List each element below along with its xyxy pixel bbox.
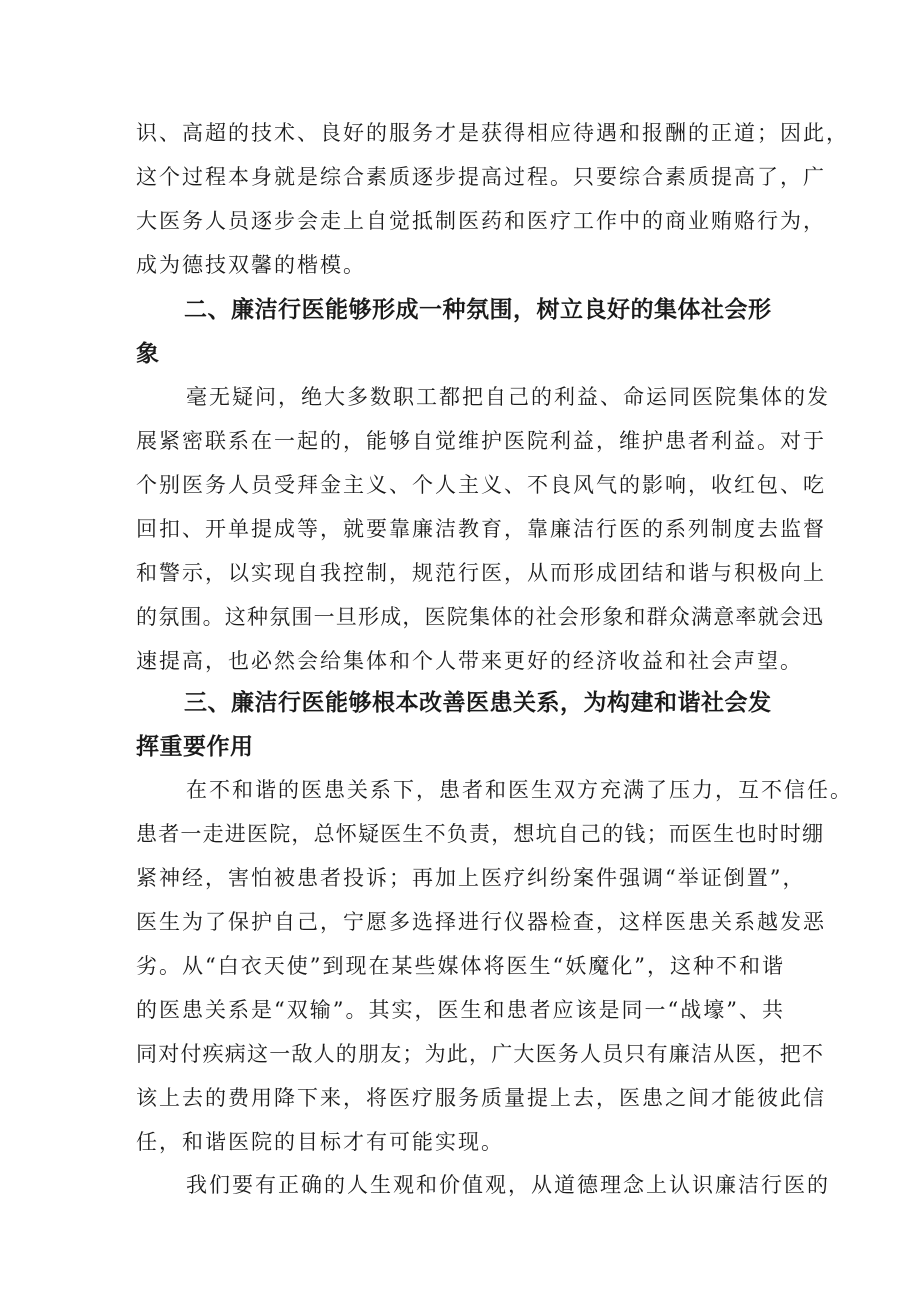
body-text-line: 成为德技双馨的楷模。 [136, 253, 366, 277]
section-heading: 挥重要作用 [136, 734, 254, 760]
section-heading: 象 [136, 341, 160, 367]
body-text-line: 展紧密联系在一起的，能够自觉维护医院利益，维护患者利益。对于 [136, 429, 826, 453]
body-text-line: 医生为了保护自己，宁愿多选择进行仪器检查，这样医患关系越发恶 [136, 910, 826, 934]
body-text-line: 回扣、开单提成等，就要靠廉洁教育，靠廉洁行医的系列制度去监督 [136, 517, 826, 541]
body-text-line: 我们要有正确的人生观和价值观，从道德理念上认识廉洁行医的 [186, 1173, 830, 1197]
body-text-line: 的氛围。这种氛围一旦形成，医院集体的社会形象和群众满意率就会迅 [136, 605, 825, 629]
body-text-line: 任，和谐医院的目标才有可能实现。 [136, 1130, 504, 1154]
body-text-line: 该上去的费用降下来，将医疗服务质量提上去，医患之间才能彼此信 [136, 1086, 826, 1110]
body-text-line: 紧神经，害怕被患者投诉；再加上医疗纠纷案件强调“举证倒置”， [136, 866, 806, 890]
body-text-line: 毫无疑问，绝大多数职工都把自己的利益、命运同医院集体的发 [186, 385, 830, 409]
body-text-line: 劣。从“白衣天使”到现在某些媒体将医生“妖魔化”，这种不和谐 [136, 954, 785, 978]
body-text-line: 患者一走进医院，总怀疑医生不负责，想坑自己的钱；而医生也时时绷 [136, 822, 825, 846]
body-text-line: 同对付疾病这一敌人的朋友；为此，广大医务人员只有廉洁从医，把不 [136, 1042, 825, 1066]
body-text-line: 个别医务人员受拜金主义、个人主义、不良风气的影响，收红包、吃 [136, 473, 826, 497]
body-text-line: 在不和谐的医患关系下，患者和医生双方充满了压力，互不信任。 [186, 778, 853, 802]
body-text-line: 的医患关系是“双输”。其实，医生和患者应该是同一“战壕”、共 [136, 998, 785, 1022]
body-text-line: 速提高，也必然会给集体和个人带来更好的经济收益和社会声望。 [136, 649, 803, 673]
body-text-line: 大医务人员逐步会走上自觉抵制医药和医疗工作中的商业贿赂行为， [136, 209, 826, 233]
section-heading: 三、廉洁行医能够根本改善医患关系，为构建和谐社会发 [184, 690, 772, 716]
body-text-line: 这个过程本身就是综合素质逐步提高过程。只要综合素质提高了，广 [136, 165, 826, 189]
body-text-line: 和警示，以实现自我控制，规范行医，从而形成团结和谐与积极向上 [136, 561, 826, 585]
section-heading: 二、廉洁行医能够形成一种氛围，树立良好的集体社会形 [184, 297, 772, 323]
body-text-line: 识、高超的技术、良好的服务才是获得相应待遇和报酬的正道；因此， [136, 121, 849, 145]
